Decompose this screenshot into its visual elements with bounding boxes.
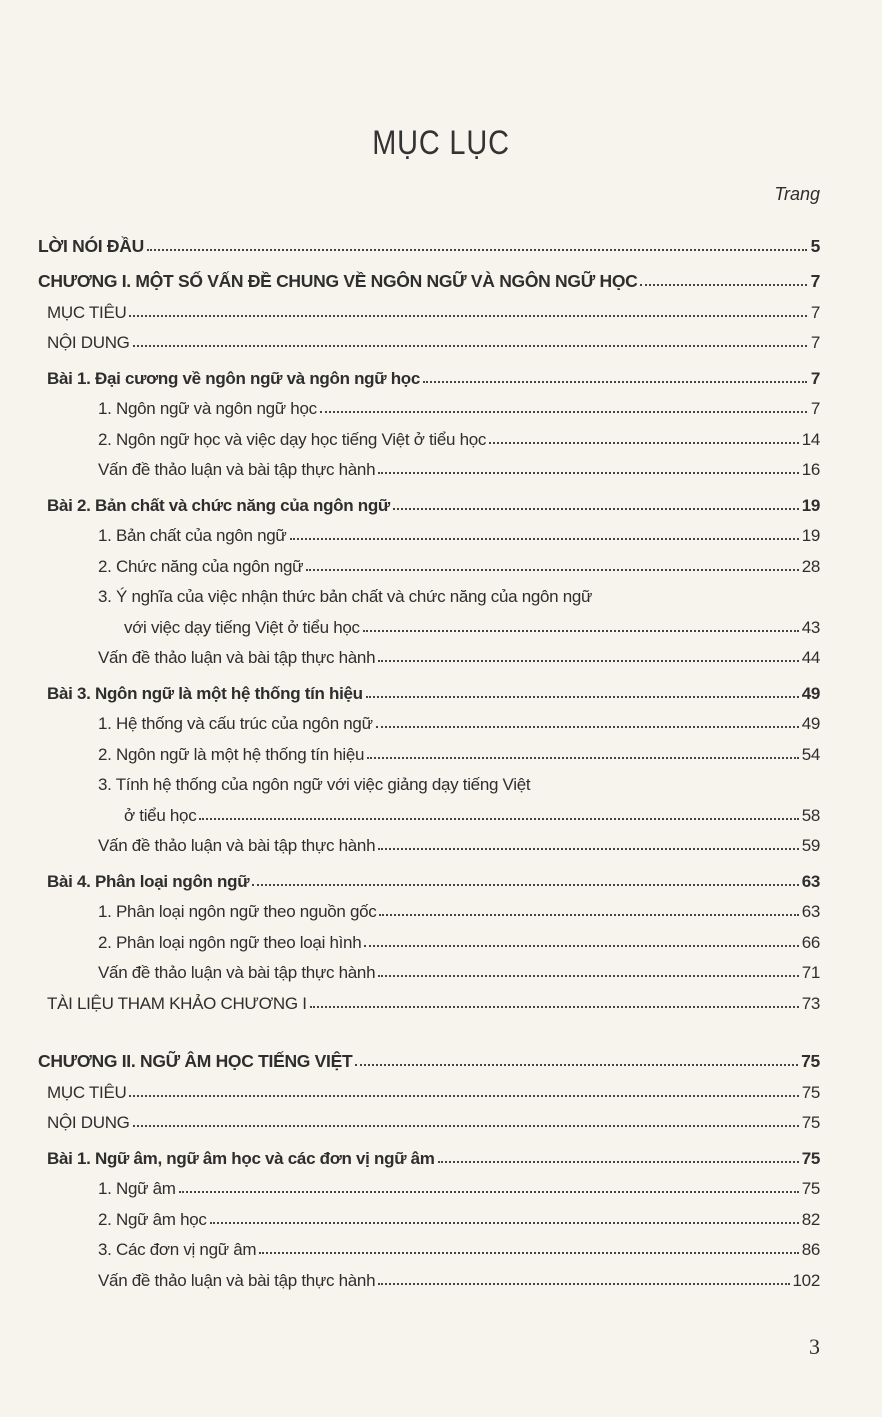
toc-entry — [38, 953, 820, 984]
leader-dots — [129, 1095, 798, 1097]
toc-entry-title: 2. Ngôn ngữ là một hệ thống tín hiệu — [98, 744, 365, 764]
leader-dots — [179, 1191, 799, 1193]
toc-entry — [38, 1260, 820, 1291]
toc-entry-page: 75 — [801, 1113, 820, 1132]
leader-dots — [393, 508, 799, 510]
leader-dots — [147, 249, 807, 251]
toc-entry-title: MỤC TIÊU — [47, 302, 127, 322]
toc-entry — [38, 546, 820, 577]
toc-entry-page: 82 — [801, 1209, 820, 1229]
toc-entry-title: 2. Ngôn ngữ học và việc dạy học tiếng Việt ở tiểu học — [98, 429, 487, 449]
toc-entry-page: 75 — [801, 1179, 820, 1198]
leader-dots — [378, 660, 798, 662]
toc-entry-title: 1. Ngữ âm — [98, 1179, 176, 1198]
toc-entry-page: 14 — [801, 429, 820, 449]
toc-entry-page: 7 — [810, 302, 820, 322]
toc-entry-title: 3. Tính hệ thống của ngôn ngữ với việc giảng dạy tiếng Việt — [98, 775, 531, 794]
toc-entry — [38, 673, 820, 704]
toc-entry — [38, 983, 820, 1014]
toc-entry-page: 49 — [801, 683, 820, 703]
leader-dots — [438, 1161, 799, 1163]
toc-entry-title: 1. Bản chất của ngôn ngữ — [98, 526, 287, 545]
leader-dots — [259, 1252, 798, 1254]
leader-dots — [310, 1006, 799, 1008]
toc-entry-title: 1. Ngôn ngữ và ngôn ngữ học — [98, 399, 317, 418]
toc-entry — [38, 323, 820, 354]
toc-entry-title: Vấn đề thảo luận và bài tập thực hành — [98, 460, 376, 479]
toc-entry-title: CHƯƠNG I. MỘT SỐ VẤN ĐỀ CHUNG VỀ NGÔN NGỮ VÀ NGÔN NGỮ HỌC — [38, 271, 638, 291]
toc-entry — [38, 226, 820, 257]
toc-entry-page: 7 — [810, 333, 820, 352]
toc-entry — [38, 1169, 820, 1200]
page-column-label: Trang — [774, 184, 820, 204]
leader-dots — [129, 315, 807, 317]
toc-entry — [38, 1042, 820, 1073]
toc-entry — [38, 516, 820, 547]
toc-entry-title: 1. Hệ thống và cấu trúc của ngôn ngữ — [98, 714, 373, 733]
toc-entry-title: 3. Các đơn vị ngữ âm — [98, 1240, 257, 1259]
toc-entry — [38, 861, 820, 892]
toc-entry-title: Vấn đề thảo luận và bài tập thực hành — [98, 836, 376, 855]
toc-entry — [38, 1199, 820, 1230]
toc-entry — [38, 1103, 820, 1134]
toc-entry — [38, 826, 820, 857]
toc-entry — [38, 1072, 820, 1103]
toc-entry-page: 43 — [801, 617, 820, 637]
toc-entry — [38, 704, 820, 735]
toc-entry-page: 44 — [801, 648, 820, 667]
toc-entry-page: 58 — [801, 805, 820, 825]
leader-dots — [199, 818, 798, 820]
toc-entry-title: NỘI DUNG — [47, 1113, 130, 1132]
toc-entry — [38, 638, 820, 669]
toc-entry-title: Vấn đề thảo luận và bài tập thực hành — [98, 963, 376, 982]
toc-entry — [38, 765, 820, 796]
leader-dots — [290, 538, 799, 540]
toc-entry-page: 73 — [801, 993, 820, 1013]
toc-entry-page: 49 — [801, 714, 820, 733]
toc-entry-title: 1. Phân loại ngôn ngữ theo nguồn gốc — [98, 902, 377, 921]
toc-entry-title: 2. Chức năng của ngôn ngữ — [98, 556, 304, 576]
toc-entry-title: Vấn đề thảo luận và bài tập thực hành — [98, 1270, 376, 1290]
leader-dots — [489, 442, 799, 444]
leader-dots — [376, 726, 799, 728]
toc-entry-page: 19 — [801, 526, 820, 545]
toc-entry — [38, 577, 820, 608]
toc-entry-title: LỜI NÓI ĐẦU — [38, 235, 144, 256]
toc-entry — [38, 292, 820, 323]
toc-entry-page: 71 — [801, 963, 820, 982]
toc-entry-page: 75 — [801, 1051, 820, 1071]
toc-entry — [38, 1230, 820, 1261]
leader-dots — [378, 472, 798, 474]
toc-entry-page: 7 — [810, 399, 820, 418]
toc-entry-page: 19 — [801, 495, 820, 515]
leader-dots — [306, 569, 798, 571]
leader-dots — [640, 284, 807, 286]
toc-entry-page: 59 — [801, 836, 820, 855]
toc-entry-title: NỘI DUNG — [47, 333, 130, 352]
toc-entry-title: TÀI LIỆU THAM KHẢO CHƯƠNG I — [47, 993, 307, 1013]
leader-dots — [378, 975, 798, 977]
leader-dots — [133, 345, 807, 347]
toc-entry-title: Bài 2. Bản chất và chức năng của ngôn ngữ — [47, 495, 390, 515]
toc-entry-title: CHƯƠNG II. NGỮ ÂM HỌC TIẾNG VIỆT — [38, 1051, 353, 1071]
toc-entry — [38, 419, 820, 450]
toc-entry-continuation — [38, 607, 820, 638]
toc-entry-title: Bài 4. Phân loại ngôn ngữ — [47, 871, 250, 891]
toc-entry-title: 2. Phân loại ngôn ngữ theo loại hình — [98, 932, 362, 952]
leader-dots — [210, 1222, 799, 1224]
leader-dots — [367, 757, 799, 759]
leader-dots — [320, 411, 807, 413]
toc-entry-page: 16 — [801, 460, 820, 479]
toc-entry — [38, 892, 820, 923]
toc-entry-title-line2: với việc dạy tiếng Việt ở tiểu học — [124, 617, 360, 637]
toc-entry-page: 63 — [801, 871, 820, 891]
toc-entry-page: 7 — [810, 271, 820, 291]
toc-entry-page: 66 — [801, 932, 820, 952]
leader-dots — [366, 696, 799, 698]
toc-entry-title: Bài 1. Đại cương về ngôn ngữ và ngôn ngữ học — [47, 368, 421, 388]
toc-entry-page: 54 — [801, 744, 820, 764]
toc-entry-title: 2. Ngữ âm học — [98, 1209, 207, 1229]
toc-entry-title: Bài 1. Ngữ âm, ngữ âm học và các đơn vị ngữ âm — [47, 1148, 435, 1168]
toc-entry — [38, 485, 820, 516]
toc-entry — [38, 922, 820, 953]
toc-entry-title: MỤC TIÊU — [47, 1082, 127, 1102]
table-of-contents — [38, 226, 820, 1291]
toc-entry-title: 3. Ý nghĩa của việc nhận thức bản chất và chức năng của ngôn ngữ — [98, 587, 593, 606]
leader-dots — [355, 1064, 798, 1066]
toc-entry — [38, 262, 820, 293]
toc-entry — [38, 358, 820, 389]
toc-entry — [38, 450, 820, 481]
leader-dots — [378, 1283, 789, 1285]
toc-entry-page: 75 — [801, 1148, 820, 1168]
toc-entry-page: 86 — [801, 1240, 820, 1259]
toc-entry-page: 63 — [801, 902, 820, 921]
toc-entry-page: 7 — [810, 368, 820, 388]
toc-entry-page: 28 — [801, 556, 820, 576]
toc-entry-page: 5 — [810, 235, 820, 256]
toc-entry — [38, 1138, 820, 1169]
toc-entry-title-line2: ở tiểu học — [124, 805, 197, 825]
toc-entry-page: 102 — [792, 1270, 820, 1290]
page-title: MỤC LỤC — [372, 124, 510, 162]
page-number: 3 — [809, 1334, 820, 1359]
leader-dots — [133, 1125, 799, 1127]
toc-entry-title: Bài 3. Ngôn ngữ là một hệ thống tín hiệu — [47, 683, 363, 703]
leader-dots — [252, 884, 798, 886]
toc-entry-continuation — [38, 795, 820, 826]
leader-dots — [363, 630, 799, 632]
leader-dots — [364, 945, 798, 947]
toc-entry — [38, 389, 820, 420]
toc-entry-page: 75 — [801, 1082, 820, 1102]
toc-entry — [38, 734, 820, 765]
toc-entry-title: Vấn đề thảo luận và bài tập thực hành — [98, 648, 376, 667]
leader-dots — [379, 914, 798, 916]
leader-dots — [423, 381, 807, 383]
leader-dots — [378, 848, 798, 850]
